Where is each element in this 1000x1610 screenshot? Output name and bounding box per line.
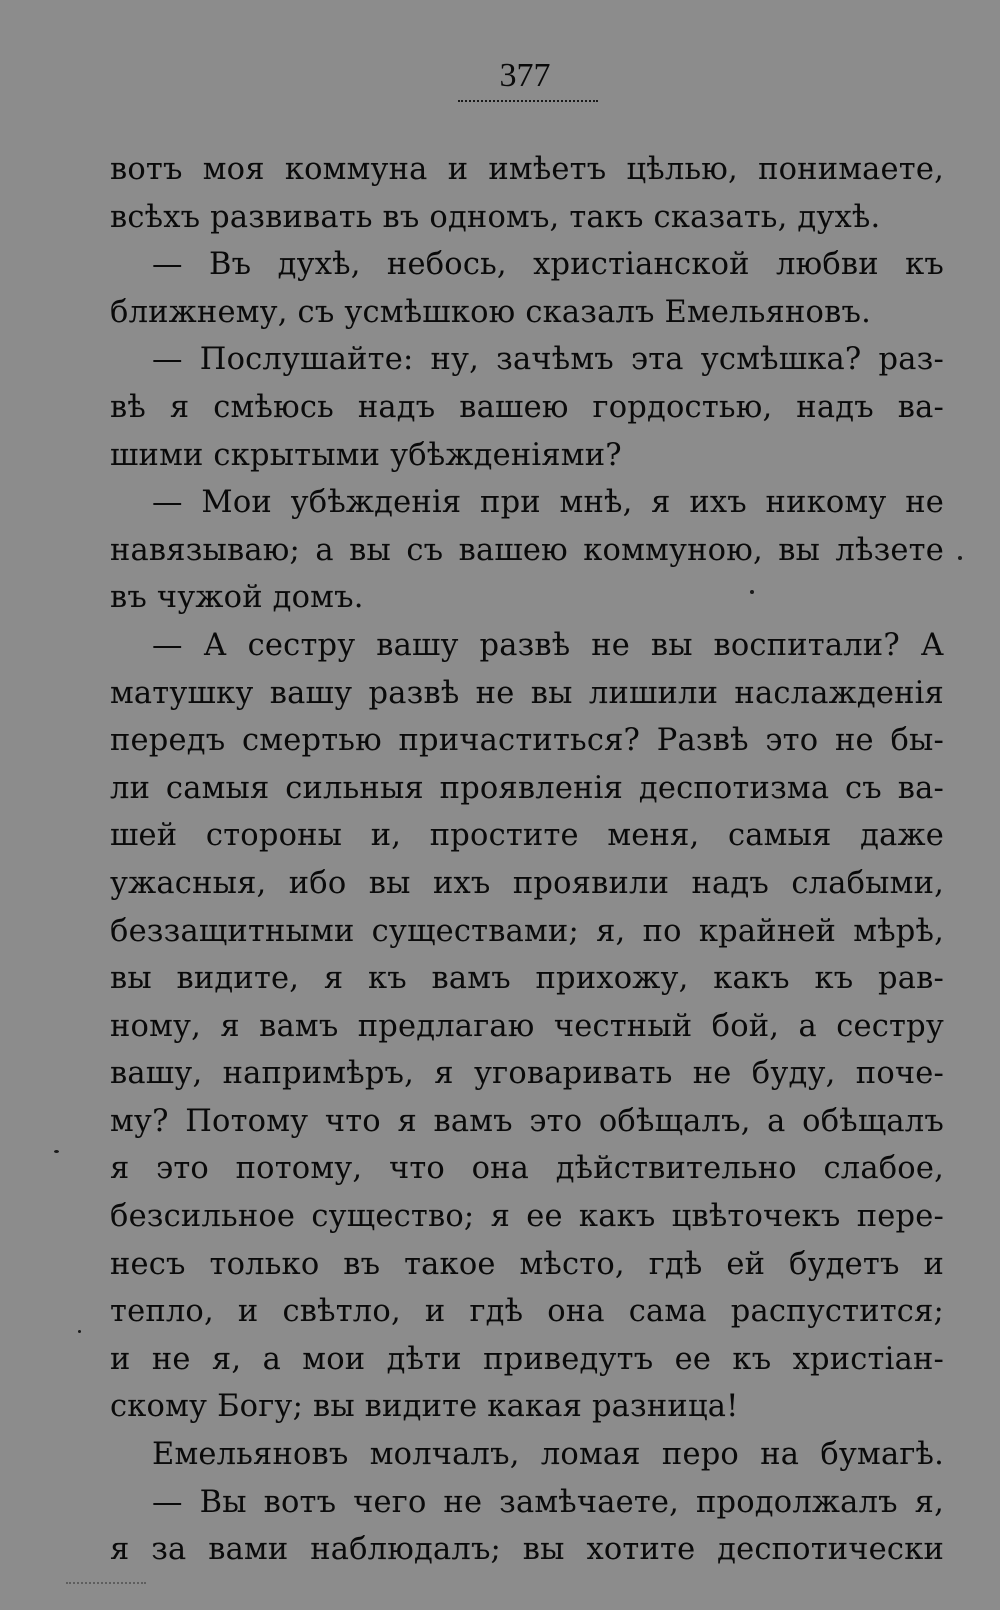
text-line: беззащитными существами; я, по крайней мѣрѣ, [110, 913, 944, 949]
text-line: матушку вашу развѣ не вы лишили наслажденія [110, 675, 944, 711]
scan-speck [750, 590, 754, 594]
text-line: безсильное существо; я ее какъ цвѣточекъ пере- [110, 1199, 944, 1235]
text-line: Емельяновъ молчалъ, ломая перо на бумагѣ. [152, 1437, 944, 1473]
body-text [110, 146, 944, 1574]
text-line: я за вами наблюдалъ; вы хотите деспотически [110, 1532, 944, 1568]
text-line: му? Потому что я вамъ это обѣщалъ, а обѣщалъ [110, 1103, 944, 1139]
text-line: шими скрытыми убѣжденіями? [110, 437, 622, 473]
text-line: несъ только въ такое мѣсто, гдѣ ей будетъ и [110, 1246, 944, 1282]
text-line: скому Богу; вы видите какая разница! [110, 1389, 739, 1425]
text-line: шей стороны и, простите меня, самыя даже [110, 818, 944, 854]
page-number-rule [458, 100, 598, 102]
text-line: вы видите, я къ вамъ прихожу, какъ къ рав- [110, 961, 944, 997]
text-line: — Послушайте: ну, зачѣмъ эта усмѣшка? раз- [152, 342, 944, 378]
text-line: — Мои убѣжденія при мнѣ, я ихъ никому не [152, 485, 944, 521]
scan-speck [78, 1330, 81, 1333]
text-line: навязываю; а вы съ вашею коммуною, вы лѣзете [110, 532, 944, 568]
text-line: — Въ духѣ, небось, христіанской любви къ [152, 247, 944, 283]
text-line: въ чужой домъ. [110, 580, 364, 616]
text-line: ли самыя сильныя проявленія деспотизма съ ва- [110, 770, 944, 806]
text-line: ужасныя, ибо вы ихъ проявили надъ слабыми, [110, 865, 944, 901]
text-line: — А сестру вашу развѣ не вы воспитали? А [152, 627, 944, 663]
text-line: тепло, и свѣтло, и гдѣ она сама распустится; [110, 1294, 944, 1330]
text-line: вотъ моя коммуна и имѣетъ цѣлью, понимаете, [110, 152, 944, 187]
text-line: вѣ я смѣюсь надъ вашею гордостью, надъ ва- [110, 389, 944, 425]
text-line: ближнему, съ усмѣшкою сказалъ Емельяновъ. [110, 294, 871, 330]
text-line: всѣхъ развивать въ одномъ, такъ сказать, духѣ. [110, 199, 881, 235]
text-line: вашу, напримѣръ, я уговаривать не буду, поче- [110, 1056, 944, 1092]
scan-speck [54, 1150, 59, 1153]
text-line: — Вы вотъ чего не замѣчаете, продолжалъ я, [152, 1484, 944, 1520]
scan-speck [958, 556, 962, 560]
text-line: передъ смертью причаститься? Развѣ это не бы- [110, 723, 944, 759]
text-line: и не я, а мои дѣти приведутъ ее къ христіан- [110, 1341, 944, 1377]
scan-artifact [66, 1582, 146, 1584]
text-line: я это потому, что она дѣйствительно слабое, [110, 1151, 944, 1187]
text-line: ному, я вамъ предлагаю честный бой, а сестру [110, 1008, 944, 1044]
page-number: 377 [499, 57, 551, 94]
